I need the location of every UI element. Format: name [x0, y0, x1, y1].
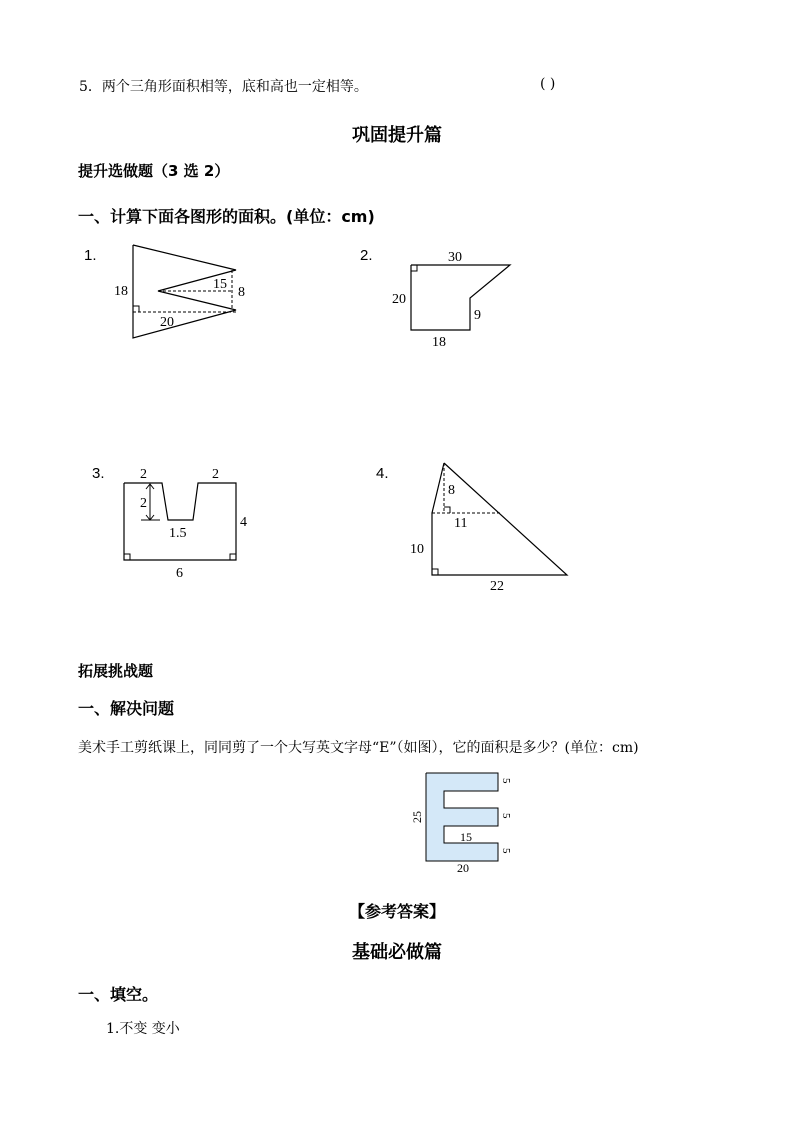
e-label-gap: 15	[460, 830, 472, 844]
e-letter-shape	[426, 773, 498, 861]
fig1-label-right: 8	[238, 285, 245, 300]
e-label-right-1: 5	[500, 778, 512, 784]
fig3-label-notch-bottom: 1.5	[169, 526, 187, 541]
fig3-label-top-right: 2	[212, 467, 219, 482]
fill-heading: 一、填空。	[78, 985, 159, 1004]
answer-1: 1.不变 变小	[106, 1021, 180, 1037]
fig4-label-height: 8	[448, 483, 455, 498]
fig4-label-mid: 11	[454, 516, 468, 531]
fig3-label-depth: 2	[140, 496, 147, 511]
fig1-label-bottom: 20	[160, 315, 174, 330]
fig3-label-top-left: 2	[140, 467, 147, 482]
fig1-label-inner: 15	[213, 277, 227, 292]
fig2-label-left: 20	[392, 292, 406, 307]
question-5-text: 5．两个三角形面积相等，底和高也一定相等。	[79, 79, 368, 95]
fig4-label-bottom: 22	[490, 579, 504, 594]
figure-4-number: 4.	[376, 465, 389, 482]
fig4-label-left: 10	[410, 542, 424, 557]
section-title: 巩固提升篇	[352, 125, 442, 146]
heading-calc-area: 一、计算下面各图形的面积。(单位：cm)	[78, 207, 375, 226]
problem-text: 美术手工剪纸课上，同同剪了一个大写英文字母“E”（如图），它的面积是多少？(单位：cm)	[78, 740, 639, 756]
basic-title: 基础必做篇	[352, 942, 442, 963]
fig2-label-top: 30	[448, 250, 462, 265]
fig1-label-left: 18	[114, 284, 128, 299]
fig2-label-bottom: 18	[432, 335, 446, 350]
figure-2-number: 2.	[360, 247, 373, 264]
fig3-label-right: 4	[240, 515, 247, 530]
sub-title: 提升选做题（3 选 2）	[78, 162, 230, 180]
e-label-height: 25	[410, 811, 424, 823]
answer-parentheses: ( )	[540, 76, 556, 92]
figure-1-number: 1.	[84, 247, 97, 264]
fig2-label-right: 9	[474, 308, 481, 323]
figure-3-number: 3.	[92, 465, 105, 482]
e-label-right-3: 5	[500, 848, 512, 854]
extension-title: 拓展挑战题	[78, 662, 154, 680]
answer-title: 【参考答案】	[348, 902, 445, 921]
fig3-label-bottom: 6	[176, 566, 183, 581]
e-label-right-2: 5	[500, 813, 512, 819]
solve-heading: 一、解决问题	[78, 699, 175, 718]
e-label-bottom: 20	[457, 861, 469, 875]
